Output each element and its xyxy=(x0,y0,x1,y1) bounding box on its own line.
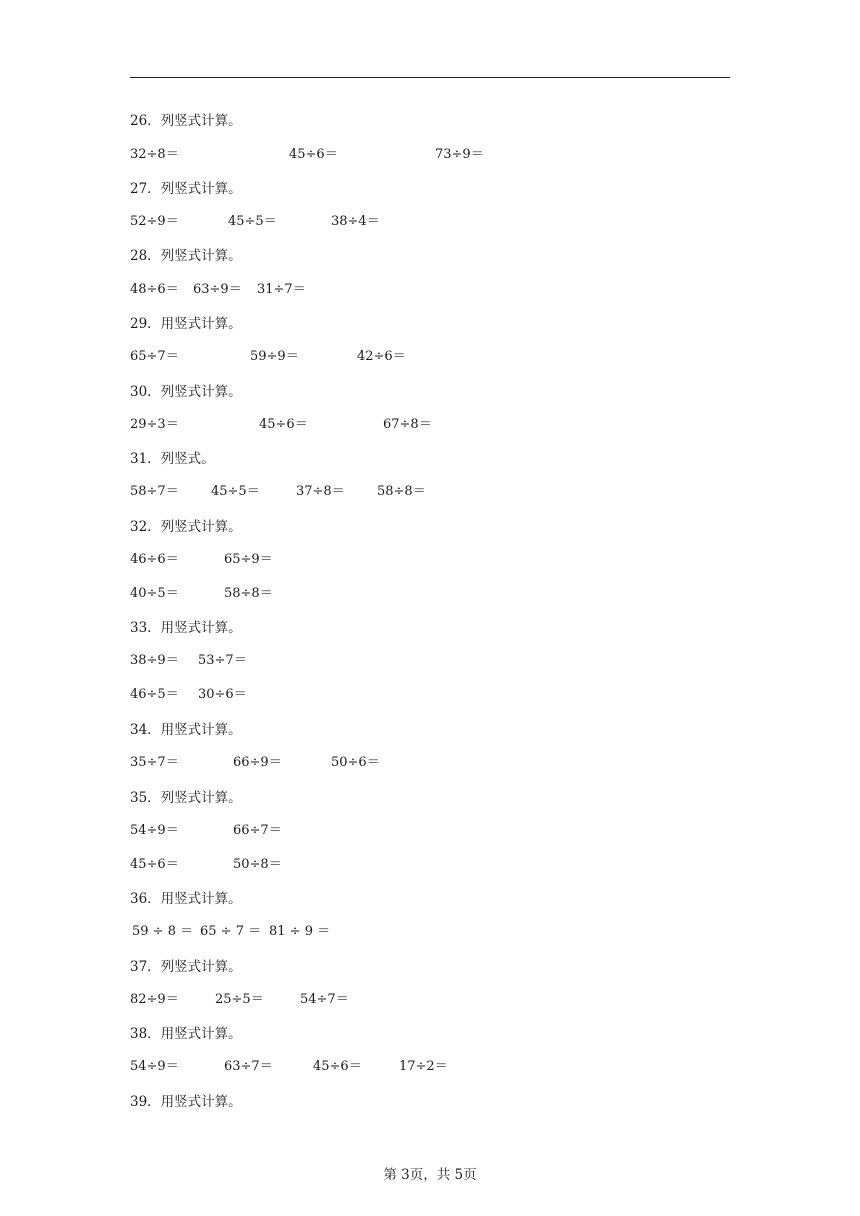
question-title: 33．用竖式计算。 xyxy=(130,620,242,636)
question-title: 37．列竖式计算。 xyxy=(130,959,242,975)
division-expression: 38÷4＝ xyxy=(331,214,380,229)
division-expression: 73÷9＝ xyxy=(435,147,484,162)
division-expression: 42÷6＝ xyxy=(357,349,406,364)
division-expression: 63÷9＝ xyxy=(193,282,242,297)
question-title: 26．列竖式计算。 xyxy=(130,113,242,129)
division-expression: 54÷9＝ xyxy=(130,1059,179,1074)
division-expression: 46÷5＝ xyxy=(130,687,179,702)
division-expression: 65÷7＝ xyxy=(130,349,179,364)
division-expression: 46÷6＝ xyxy=(130,552,179,567)
division-expression: 40÷5＝ xyxy=(130,586,179,601)
division-expression: 59 ÷ 8 ＝ xyxy=(132,924,194,939)
division-expression: 29÷3＝ xyxy=(130,417,179,432)
division-expression: 58÷8＝ xyxy=(377,484,426,499)
division-expression: 45÷6＝ xyxy=(259,417,308,432)
division-expression: 59÷9＝ xyxy=(250,349,299,364)
division-expression: 65÷9＝ xyxy=(224,552,273,567)
division-expression: 25÷5＝ xyxy=(215,992,264,1007)
division-expression: 58÷8＝ xyxy=(224,586,273,601)
question-title: 39．用竖式计算。 xyxy=(130,1094,242,1110)
division-expression: 53÷7＝ xyxy=(198,653,247,668)
division-expression: 50÷8＝ xyxy=(233,857,282,872)
division-expression: 30÷6＝ xyxy=(198,687,247,702)
question-title: 34．用竖式计算。 xyxy=(130,722,242,738)
division-expression: 82÷9＝ xyxy=(130,992,179,1007)
division-expression: 48÷6＝ xyxy=(130,282,179,297)
question-title: 36．用竖式计算。 xyxy=(130,891,242,907)
division-expression: 54÷7＝ xyxy=(300,992,349,1007)
question-title: 29．用竖式计算。 xyxy=(130,316,242,332)
division-expression: 52÷9＝ xyxy=(130,214,179,229)
question-title: 31．列竖式。 xyxy=(130,451,215,467)
division-expression: 50÷6＝ xyxy=(331,755,380,770)
division-expression: 37÷8＝ xyxy=(296,484,345,499)
division-expression: 38÷9＝ xyxy=(130,653,179,668)
division-expression: 65 ÷ 7 ＝ xyxy=(200,924,262,939)
question-title: 30．列竖式计算。 xyxy=(130,384,242,400)
division-expression: 31÷7＝ xyxy=(257,282,306,297)
division-expression: 17÷2＝ xyxy=(399,1059,448,1074)
division-expression: 63÷7＝ xyxy=(224,1059,273,1074)
division-expression: 45÷6＝ xyxy=(289,147,338,162)
division-expression: 66÷7＝ xyxy=(233,823,282,838)
division-expression: 45÷6＝ xyxy=(130,857,179,872)
question-title: 28．列竖式计算。 xyxy=(130,248,242,264)
question-title: 35．列竖式计算。 xyxy=(130,790,242,806)
header-rule xyxy=(130,77,730,78)
division-expression: 45÷5＝ xyxy=(228,214,277,229)
question-title: 32．列竖式计算。 xyxy=(130,519,242,535)
division-expression: 35÷7＝ xyxy=(130,755,179,770)
question-title: 27．列竖式计算。 xyxy=(130,181,242,197)
division-expression: 67÷8＝ xyxy=(383,417,432,432)
division-expression: 45÷5＝ xyxy=(211,484,260,499)
division-expression: 66÷9＝ xyxy=(233,755,282,770)
division-expression: 81 ÷ 9 ＝ xyxy=(269,924,331,939)
page-footer: 第 3页，共 5页 xyxy=(383,1167,477,1183)
division-expression: 32÷8＝ xyxy=(130,147,179,162)
division-expression: 45÷6＝ xyxy=(313,1059,362,1074)
division-expression: 58÷7＝ xyxy=(130,484,179,499)
question-title: 38．用竖式计算。 xyxy=(130,1026,242,1042)
division-expression: 54÷9＝ xyxy=(130,823,179,838)
